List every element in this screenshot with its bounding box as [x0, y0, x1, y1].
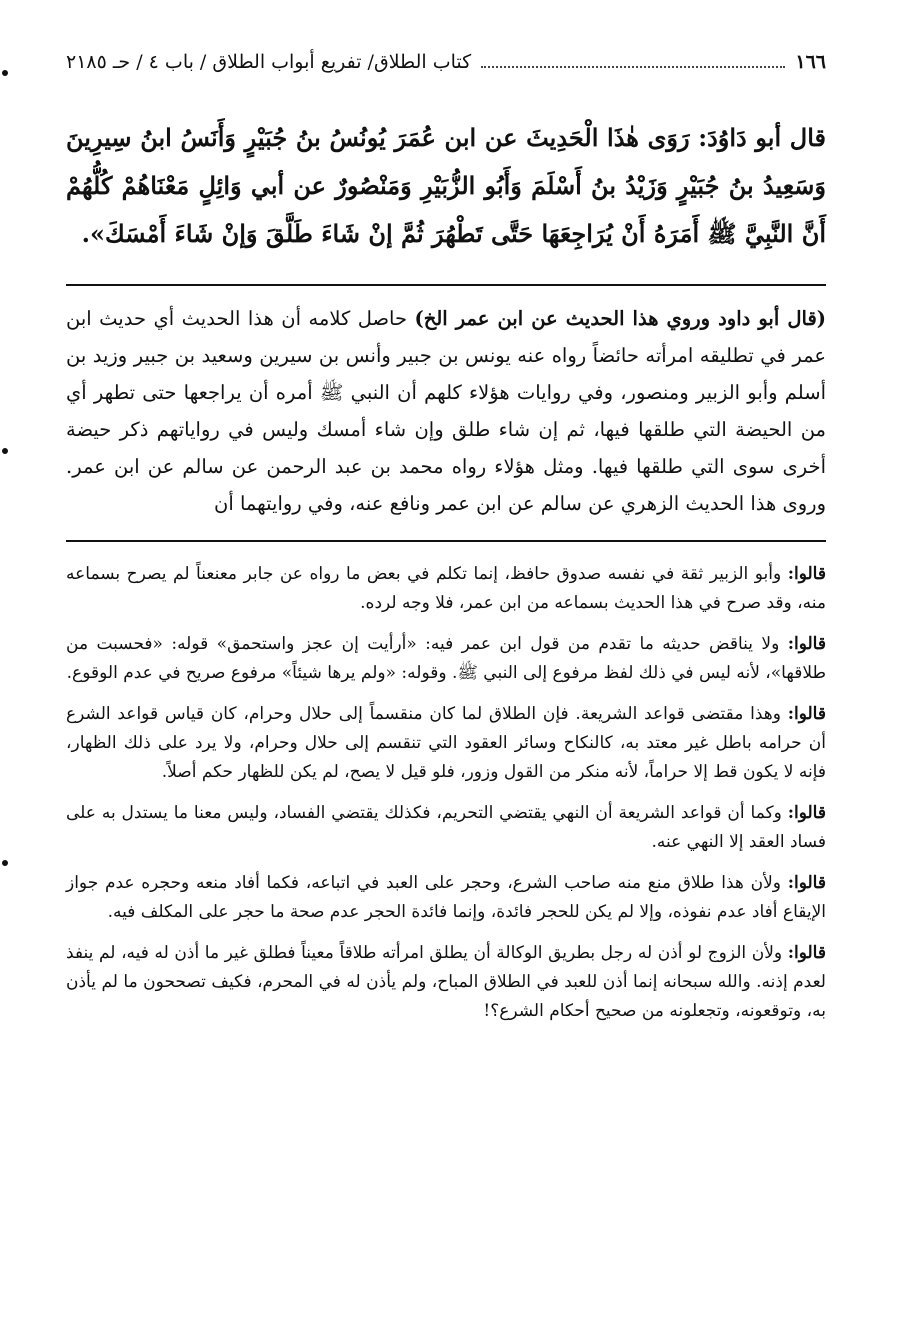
page-number: ١٦٦ — [795, 51, 826, 73]
scan-mark — [2, 860, 8, 866]
footnote-paragraph: قالوا: وهذا مقتضى قواعد الشريعة. فإن الطلاق لما كان منقسماً إلى حلال وحرام، كان قياس قواعد الشرع أن حرامه باطل غير معتد به، كالنكاح وسائر العقود التي تنقسم إلى حلال وحرام، ولا يرد على ذلك الظهار، فإنه لا يكون قط إلا حراماً، لأنه منكر من القول وزور، فلو قيل لا يصح، لم يكن للظهار حكم أصلاً. — [66, 704, 826, 782]
scan-mark — [2, 448, 8, 454]
commentary — [66, 300, 826, 522]
page-header — [66, 50, 826, 78]
hadith-text: قال أبو دَاوُدَ: رَوَى هٰذَا الْحَدِيثَ عن ابن عُمَرَ يُونُسُ بنُ جُبَيْرٍ وَأَنَسُ ابنُ سِيرِينَ وَسَعِيدُ بنُ جُبَيْرٍ وَزَيْدُ بنُ أَسْلَمَ وَأَبُو الزُّبَيْرِ وَمَنْصُورٌ عن أبي وَائِلٍ مَعْنَاهُمْ كُلُّهُمْ أَنَّ النَّبِيَّ ﷺ أَمَرَهُ أَنْ يُرَاجِعَهَا حَتَّى تَطْهُرَ ثُمَّ إنْ شَاءَ طَلَّقَ وَإنْ شَاءَ أَمْسَكَ». — [66, 123, 826, 248]
footnote-paragraph: قالوا: وأبو الزبير ثقة في نفسه صدوق حافظ، إنما تكلم في بعض ما رواه عن جابر معنعناً لم يصرح بسماعه منه، وقد صرح في هذا الحديث بسماعه من ابن عمر، فلا وجه لرده. — [66, 564, 826, 613]
divider — [66, 284, 826, 286]
book-page — [66, 50, 826, 1310]
footnote-paragraph: قالوا: ولأن الزوج لو أذن له رجل بطريق الوكالة أن يطلق امرأته طلاقاً معيناً فطلق غير ما أذن له فيه، لم ينفذ لعدم إذنه. والله سبحانه إنما أذن للعبد في الطلاق المباح، ولم يأذن له في المحرم، فكيف تصححون ما لم يأذن به، وتوقعونه، وتجعلونه من صحيح أحكام الشرع؟! — [66, 943, 826, 1021]
scan-mark — [2, 70, 8, 76]
footnote-paragraph: قالوا: وكما أن قواعد الشريعة أن النهي يقتضي التحريم، فكذلك يقتضي الفساد، وليس معنا ما يستدل به على فساد العقد إلا النهي عنه. — [66, 803, 826, 852]
header-dotted-leader — [481, 66, 785, 68]
footnote-paragraph: قالوا: ولا يناقض حديثه ما تقدم من قول ابن عمر فيه: «أرأيت إن عجز واستحمق» قوله: «فحسبت من طلاقها»، لأنه ليس في ذلك لفظ مرفوع إلى النبي ﷺ. وقوله: «ولم يرها شيئاً» مرفوع صريح في عدم الوقوع. — [66, 634, 826, 683]
footnote-paragraph: قالوا: ولأن هذا طلاق منع منه صاحب الشرع، وحجر على العبد في اتباعه، فكما أفاد منعه وحجره عدم جواز الإيقاع أفاد عدم نفوذه، وإلا لم يكن للحجر فائدة، وإنما فائدة الحجر عدم صحة ما حجر على المكلف فيه. — [66, 873, 826, 922]
running-title: كتاب الطلاق/ تفريع أبواب الطلاق / باب ٤ / حـ ٢١٨٥ — [66, 51, 472, 73]
commentary-text: حاصل كلامه أن هذا الحديث أي حديث ابن عمر في تطليقه امرأته حائضاً رواه عنه يونس بن جبير وأنس بن سيرين وسعيد بن جبير وزيد بن أسلم وأبو الزبير ومنصور، وفي روايات هؤلاء كلهم أن النبي ﷺ أمره أن يراجعها حتى تطهر أي من الحيضة التي طلقها فيها، ثم إن شاء طلق وإن شاء أمسك وليس في رواياتهم ذكر حيضة أخرى سوى التي طلقها فيها. ومثل هؤلاء رواه محمد بن عبد الرحمن عن سالم عن ابن عمر. وروى هذا الحديث الزهري عن سالم عن ابن عمر ونافع عنه، وفي روايتهما أن — [66, 307, 826, 515]
footnotes — [66, 560, 826, 1026]
commentary-lead: (قال أبو داود وروي هذا الحديث عن ابن عمر الخ) — [414, 307, 826, 330]
divider — [66, 540, 826, 542]
